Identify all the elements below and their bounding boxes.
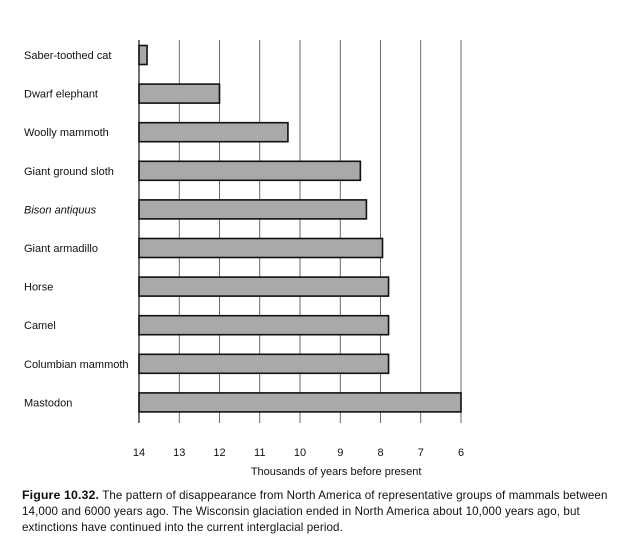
x-axis-title: Thousands of years before present	[250, 466, 422, 478]
category-label: Woolly mammoth	[24, 127, 109, 140]
bar	[139, 123, 288, 142]
x-tick-label: 8	[377, 447, 384, 459]
bar	[139, 316, 389, 335]
x-tick-label: 12	[213, 447, 226, 459]
category-label: Giant armadillo	[24, 243, 98, 255]
category-label: Camel	[24, 320, 56, 333]
category-label: Columbian mammoth	[24, 358, 129, 371]
x-tick-label: 10	[293, 447, 307, 459]
category-label: Bison antiquus	[24, 204, 97, 217]
bar	[139, 161, 360, 180]
bar	[139, 46, 147, 65]
category-label: Horse	[24, 281, 54, 294]
x-tick-label: 14	[132, 447, 146, 459]
category-label: Giant ground sloth	[24, 165, 114, 178]
bar	[139, 393, 461, 412]
x-tick-label: 7	[417, 447, 424, 459]
bar	[139, 239, 383, 258]
category-labels	[24, 50, 129, 409]
figure-caption	[22, 487, 614, 536]
bar	[139, 84, 220, 103]
category-label: Saber-toothed cat	[24, 50, 112, 62]
category-label: Dwarf elephant	[24, 88, 98, 101]
x-tick-label: 9	[337, 447, 344, 459]
x-tick-label: 13	[173, 447, 186, 459]
x-axis-ticks	[133, 447, 464, 459]
bar	[139, 354, 389, 373]
caption-text: The pattern of disappearance from North America of representative groups of mammals between 14,000 and 6000 years ago. The Wisconsin glaciation ended in North America about 10,000 years ago, but extinctions have continued into the current interglacial period.	[22, 489, 608, 534]
bar	[139, 200, 366, 219]
x-tick-label: 11	[254, 447, 266, 459]
category-label: Mastodon	[24, 397, 73, 410]
bar	[139, 277, 389, 296]
figure-number: Figure 10.32.	[22, 488, 100, 502]
x-tick-label: 6	[457, 447, 465, 459]
